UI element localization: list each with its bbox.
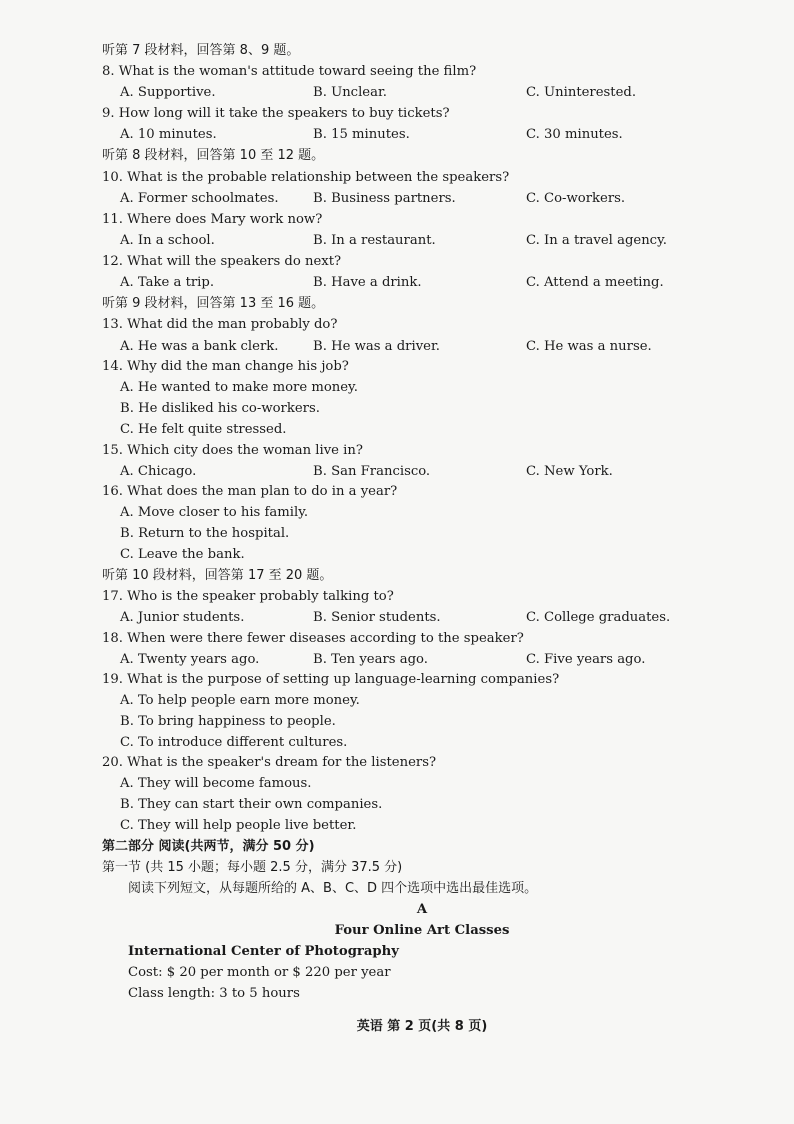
section-header-8: 听第 8 段材料，回答第 10 至 12 题。 [102, 148, 325, 163]
question-14: 14. Why did the man change his job? [102, 359, 349, 374]
question-9: 9. How long will it take the speakers to buy tickets? [102, 106, 450, 121]
class-length: Class length: 3 to 5 hours [128, 986, 300, 1001]
question-13: 13. What did the man probably do? [102, 317, 338, 332]
option-c: C. Uninterested. [526, 85, 637, 100]
option-b: B. Return to the hospital. [120, 526, 290, 541]
option-a: A. They will become famous. [120, 776, 312, 791]
option-a: A. To help people earn more money. [120, 693, 360, 708]
organization-name: International Center of Photography [128, 944, 399, 959]
passage-letter: A [416, 902, 428, 917]
section-one-heading: 第一节 (共 15 小题；每小题 2.5 分，满分 37.5 分) [102, 860, 403, 875]
question-16: 16. What does the man plan to do in a year? [102, 484, 398, 499]
question-11: 11. Where does Mary work now? [102, 212, 323, 227]
class-cost: Cost: $ 20 per month or $ 220 per year [128, 965, 391, 980]
option-b: B. He was a driver. [313, 339, 440, 354]
option-c: C. Co-workers. [526, 191, 626, 206]
option-b: B. In a restaurant. [313, 233, 436, 248]
option-a: A. Take a trip. [120, 275, 215, 290]
question-18: 18. When were there fewer diseases according to the speaker? [102, 631, 524, 646]
option-c: C. Five years ago. [526, 652, 646, 667]
option-c: C. They will help people live better. [120, 818, 357, 833]
section-header-9: 听第 9 段材料，回答第 13 至 16 题。 [102, 296, 325, 311]
option-a: A. In a school. [120, 233, 215, 248]
section-header-10: 听第 10 段材料，回答第 17 至 20 题。 [102, 568, 333, 583]
option-b: B. 15 minutes. [313, 127, 410, 142]
question-8: 8. What is the woman's attitude toward seeing the film? [102, 64, 477, 79]
passage-title: Four Online Art Classes [334, 923, 510, 938]
option-a: A. Move closer to his family. [120, 505, 309, 520]
option-a: A. He was a bank clerk. [120, 339, 279, 354]
option-c: C. College graduates. [526, 610, 671, 625]
option-c: C. 30 minutes. [526, 127, 623, 142]
part-two-heading: 第二部分 阅读(共两节，满分 50 分) [102, 839, 315, 854]
option-b: B. Ten years ago. [313, 652, 428, 667]
option-b: B. They can start their own companies. [120, 797, 383, 812]
option-a: A. Chicago. [120, 464, 197, 479]
option-a: A. Supportive. [120, 85, 216, 100]
option-a: A. He wanted to make more money. [120, 380, 358, 395]
option-a: A. Twenty years ago. [120, 652, 260, 667]
page-footer: 英语 第 2 页(共 8 页) [356, 1019, 488, 1034]
option-c: C. To introduce different cultures. [120, 735, 348, 750]
question-19: 19. What is the purpose of setting up language-learning companies? [102, 672, 560, 687]
option-b: B. Unclear. [313, 85, 387, 100]
section-header-7: 听第 7 段材料，回答第 8、9 题。 [102, 43, 300, 58]
option-c: C. He was a nurse. [526, 339, 652, 354]
question-10: 10. What is the probable relationship between the speakers? [102, 170, 510, 185]
option-c: C. Attend a meeting. [526, 275, 664, 290]
option-b: B. San Francisco. [313, 464, 431, 479]
question-20: 20. What is the speaker's dream for the listeners? [102, 755, 437, 770]
option-b: B. To bring happiness to people. [120, 714, 336, 729]
option-c: C. He felt quite stressed. [120, 422, 287, 437]
option-c: C. In a travel agency. [526, 233, 667, 248]
option-a: A. Former schoolmates. [120, 191, 279, 206]
option-a: A. Junior students. [120, 610, 245, 625]
option-c: C. New York. [526, 464, 613, 479]
option-a: A. 10 minutes. [120, 127, 217, 142]
option-c: C. Leave the bank. [120, 547, 245, 562]
option-b: B. Business partners. [313, 191, 456, 206]
option-b: B. Have a drink. [313, 275, 422, 290]
reading-instructions: 阅读下列短文，从每题所给的 A、B、C、D 四个选项中选出最佳选项。 [128, 881, 538, 896]
question-15: 15. Which city does the woman live in? [102, 443, 363, 458]
question-12: 12. What will the speakers do next? [102, 254, 342, 269]
option-b: B. He disliked his co-workers. [120, 401, 320, 416]
question-17: 17. Who is the speaker probably talking to? [102, 589, 394, 604]
option-b: B. Senior students. [313, 610, 441, 625]
